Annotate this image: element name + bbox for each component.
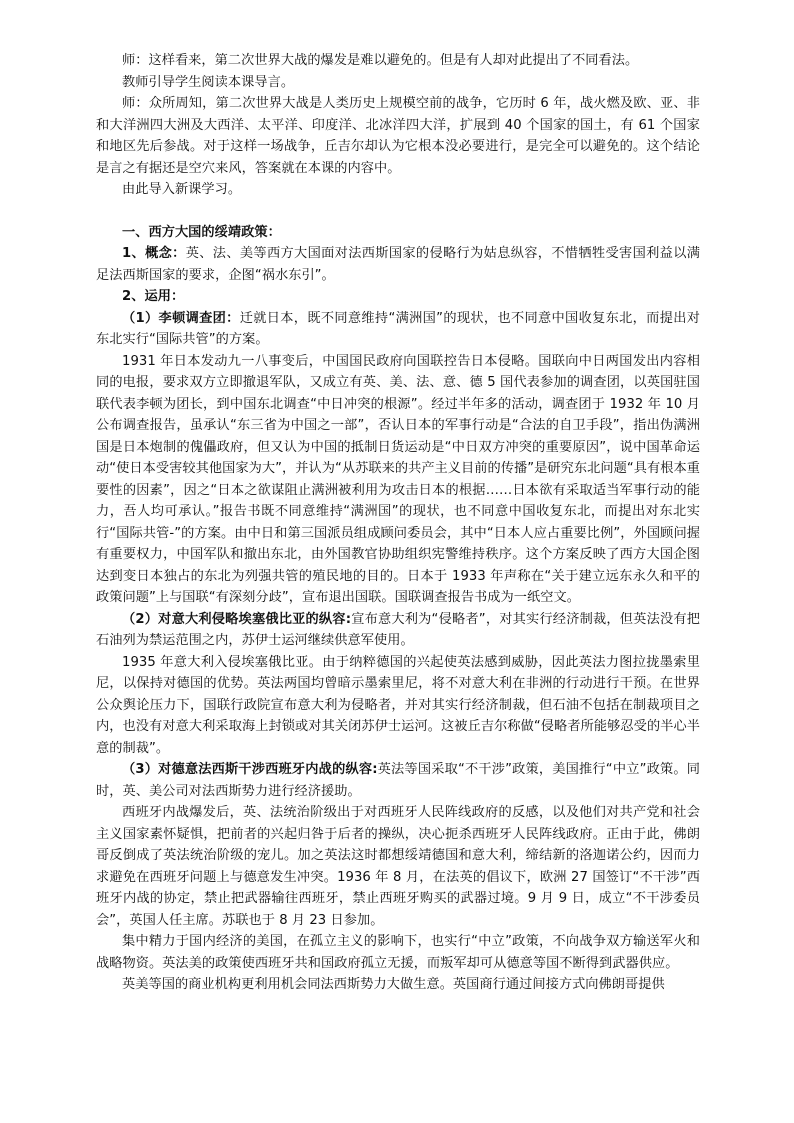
intro-paragraph-4: 由此导入新课学习。 <box>122 182 242 197</box>
intro-paragraph-2: 教师引导学生阅读本课导言。 <box>122 74 295 90</box>
section-gap <box>96 201 700 222</box>
item1-detail: 1931 年日本发动九一八事变后，中国国民政府向国联控告日本侵略。国联向中日两国发出内容相同的电报，要求双方立即撤退军队，又成立有英、美、法、意、德 5 国代表参加的调查团，以英国驻国联代表李顿为团长，到中国东北调查“中日冲突的根源”。经过半年多的活动，调查团于 1932 年 10 月公布调查报告，虽承认“东三省为中国之一部”，否认日本的军事行动是“合法的自卫手段”，指出伪满洲国是日本炮制的傀儡政府，但又认为中国的抵制日货运动是“中日双方冲突的重要原因”，说中国革命运动“使日本受害较其他国家为大”，并认为“从苏联来的共产主义目前的传播”是研究东北问题“具有根本重要性的因素”，因之“日本之欲谋阻止满洲被利用为攻击日本的根据……日本欲有采取适当军事行动的能力，吾人均可承认。”报告书既不同意维持“满洲国”的现状，也不同意中国收复东北，而提出对东北实行“国际共管-”的方案。由中日和第三国派员组成顾问委员会，其中“日本人应占重要比例”，外国顾问握有重要权力，中国军队和撤出东北，由外国教官协助组织宪警维持秩序。这个方案反映了西方大国企图达到变日本独占的东北为列强共管的殖民地的目的。日本于 1933 年声称在“关于建立远东永久和平的政策问题”上与国联“有深刻分歧”，宣布退出国联。国联调查报告书成为一纸空文。 <box>96 353 700 605</box>
intro-paragraph-1: 师：这样看来，第二次世界大战的爆发是难以避免的。但是有人却对此提出了不同看法。 <box>122 53 639 68</box>
concept-paragraph <box>96 243 700 286</box>
item3-detail-3: 英美等国的商业机构更利用机会同法西斯势力大做生意。英国商行通过间接方式向佛朗哥提供 <box>122 977 665 992</box>
item3-label: （3）对德意法西斯干涉西班牙内战的纵容: <box>122 762 378 777</box>
item3-paragraph <box>96 759 700 802</box>
section-heading: 一、西方大国的绥靖政策： <box>122 224 281 240</box>
item2-detail: 1935 年意大利入侵埃塞俄比亚。由于纳粹德国的兴起使英法感到威胁，因此英法力图拉拢墨索里尼，以保持对德国的优势。英法两国均曾暗示墨索里尼，将不对意大利在非洲的行动进行干预。在世界公众舆论压力下，国联行政院宣布意大利为侵略者，并对其实行经济制裁，但石油不包括在制裁项目之内，也没有对意大利采取海上封锁或对其关闭苏伊士运河。这被丘吉尔称做“侵略者所能够忍受的半心半意的制裁”。 <box>96 654 700 756</box>
item2-text: 宣布意大利为“侵略者”，对其实行经济制裁，但英法没有把石油列为禁运范围之内，苏伊士运河继续供意军使用。 <box>96 611 700 648</box>
concept-label: 1、概念： <box>122 246 186 261</box>
document-page <box>96 50 700 996</box>
concept-text: 英、法、美等西方大国面对法西斯国家的侵略行为姑息纵容，不惜牺牲受害国利益以满足法西斯国家的要求，企图“祸水东引”。 <box>96 246 700 283</box>
item1-paragraph <box>96 308 700 351</box>
use-label: 2、运用： <box>122 289 185 304</box>
item3-detail-1: 西班牙内战爆发后，英、法统治阶级出于对西班牙人民阵线政府的反感，以及他们对共产党和社会主义国家素怀疑惧，把前者的兴起归咎于后者的操纵，决心扼杀西班牙人民阵线政府。正由于此，佛朗哥反倒成了英法统治阶级的宠儿。加之英法这时都想绥靖德国和意大利，缔结新的洛迦诺公约，因而力求避免在西班牙问题上与德意发生冲突。1936 年 8 月，在法英的倡议下，欧洲 27 国签订“不干涉”西班牙内战的协定，禁止把武器输往西班牙，禁止西班牙购买的武器过境。9 月 9 日，成立“不干涉委员会”，英国人任主席。苏联也于 8 月 23 日参加。 <box>96 805 700 928</box>
item1-text: 迁就日本，既不同意维持“满洲国”的现状，也不同意中国收复东北，而提出对东北实行“国际共管”的方案。 <box>96 310 700 347</box>
item3-text: 英法等国采取“不干涉”政策，美国推行“中立”政策。同时，英、美公司对法西斯势力进行经济援助。 <box>96 762 700 799</box>
item3-detail-2: 集中精力于国内经济的美国，在孤立主义的影响下，也实行“中立”政策，不向战争双方输送军火和战略物资。英法美的政策使西班牙共和国政府孤立无援，而叛军却可从德意等国不断得到武器供应。 <box>96 934 700 971</box>
item2-paragraph <box>96 609 700 652</box>
item2-label: （2）对意大利侵略埃塞俄比亚的纵容: <box>122 611 352 627</box>
item1-label: （1）李顿调查团： <box>122 310 240 326</box>
intro-paragraph-3: 师：众所周知，第二次世界大战是人类历史上规模空前的战争，它历时 6 年，战火燃及欧、亚、非和大洋洲四大洲及大西洋、太平洋、印度洋、北冰洋四大洋，扩展到 40 个国家的国土，有 61 个国家和地区先后参战。对于这样一场战争，丘吉尔却认为它根本没必要进行，是完全可以避免的。这个结论是言之有据还是空穴来风，答案就在本课的内容中。 <box>96 96 700 176</box>
